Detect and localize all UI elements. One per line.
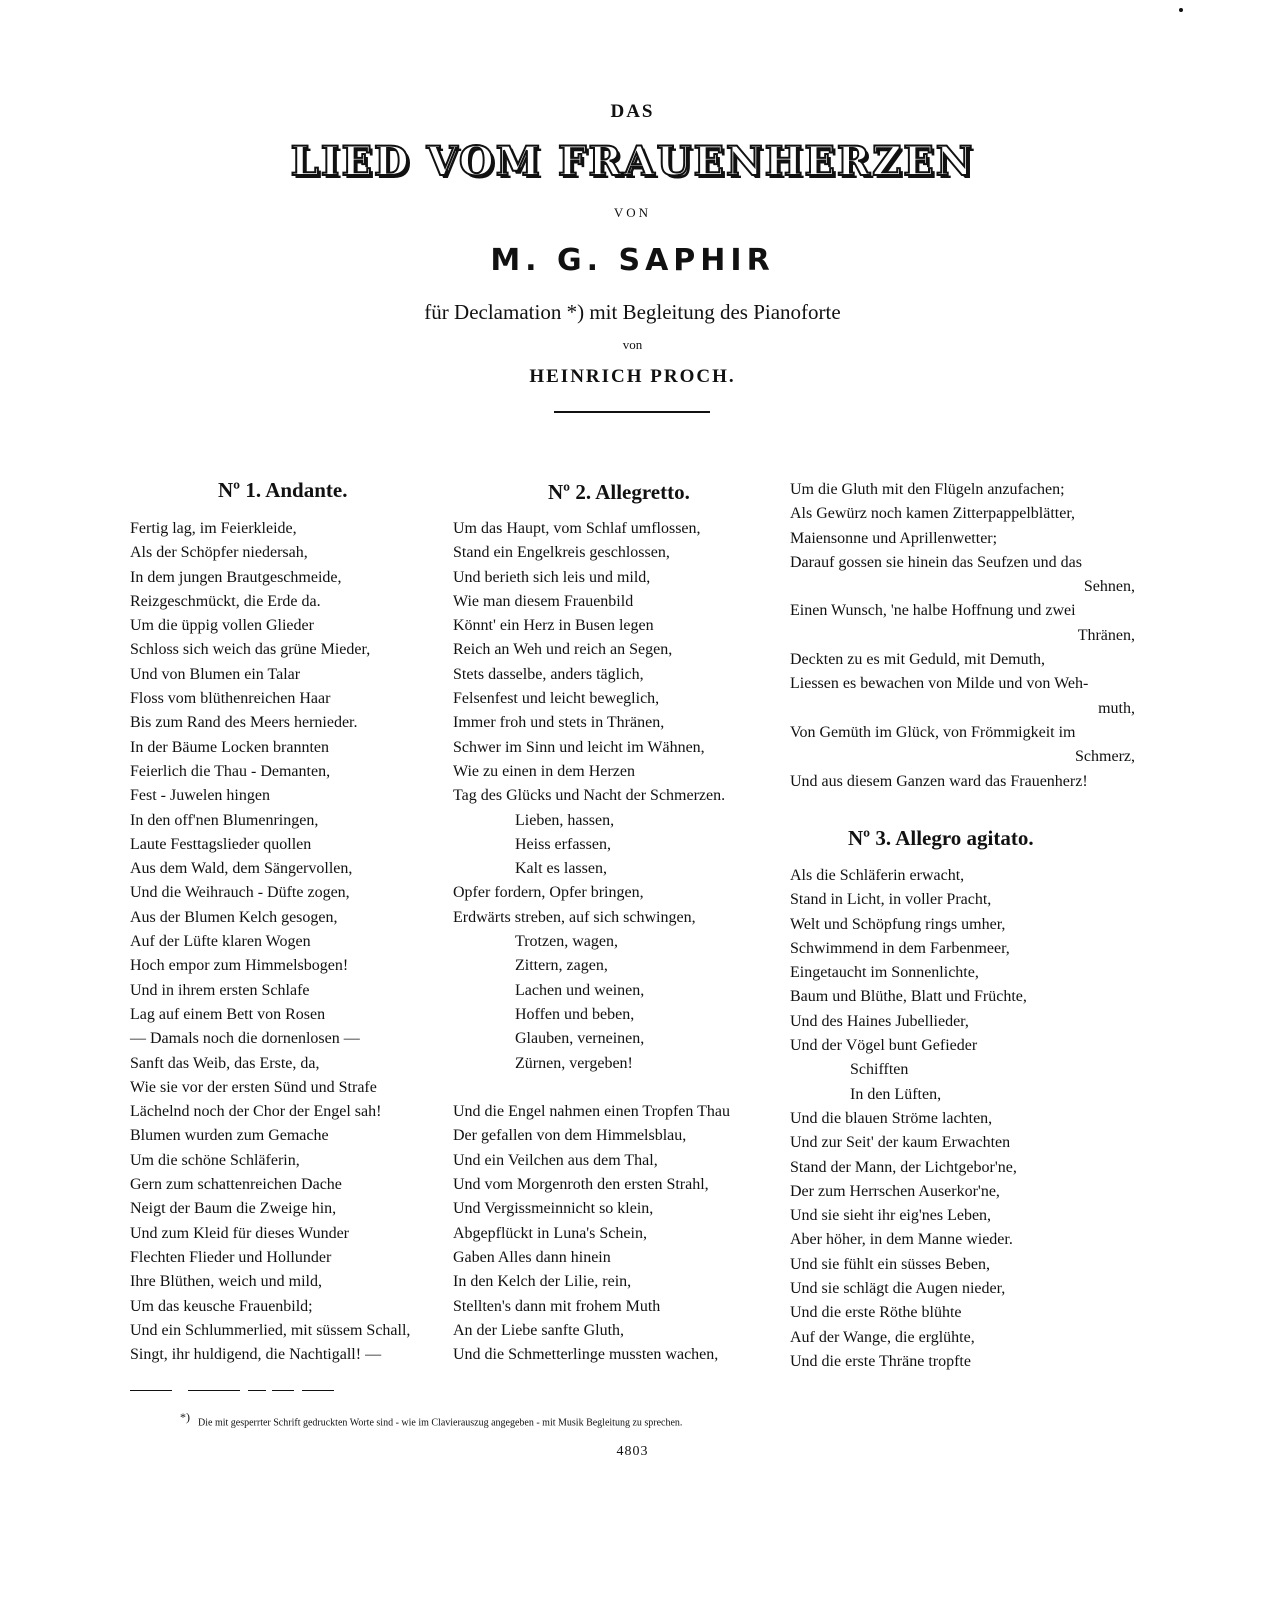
poem-line: Um die schöne Schläferin, [130,1151,300,1169]
poem-line: Blumen wurden zum Gemache [130,1127,329,1145]
title-divider [554,411,710,413]
poem-line: Und der Vögel bunt Gefieder [790,1037,978,1055]
poem-line: Sanft das Weib, das Erste, da, [130,1054,320,1072]
poem-line: Und berieth sich leis und mild, [453,568,651,586]
poem-line: Maiensonne und Aprillenwetter; [790,529,998,547]
poem-line: Neigt der Baum die Zweige hin, [130,1200,337,1218]
poem-line: Und die erste Röthe blühte [790,1304,962,1322]
poem-line: Floss vom blüthenreichen Haar [130,690,331,708]
subtitle: für Declamation *) mit Begleitung des Pianoforte [424,300,841,324]
poem-line: Aber höher, in dem Manne wieder. [790,1231,1013,1249]
section-heading-2: Nº 2. Allegretto. [548,480,690,504]
poem-line: Eingetaucht im Sonnenlichte, [790,964,979,982]
poem-line: Und die blauen Ströme lachten, [790,1109,993,1127]
poem-line: Glauben, verneinen, [515,1030,645,1048]
poem-line: An der Liebe sanfte Gluth, [453,1321,625,1339]
poem-line: Wie man diesem Frauenbild [453,592,634,610]
footnote [180,1410,682,1428]
poem-line: Und aus diesem Ganzen ward das Frauenherz! [790,772,1088,790]
poem-line: Um die üppig vollen Glieder [130,617,314,635]
poem-line: Einen Wunsch, 'ne halbe Hoffnung und zwei [790,602,1076,620]
poem-line: Liessen es bewachen von Milde und von Weh- [790,675,1089,693]
poem-line: Reizgeschmückt, die Erde da. [130,592,321,610]
poem-line: Und sie schlägt die Augen nieder, [790,1280,1006,1298]
poem-line: Und sie fühlt ein süsses Beben, [790,1255,990,1273]
poem-line: In dem jungen Brautgeschmeide, [130,568,342,586]
poem-line: Immer froh und stets in Thränen, [453,714,665,732]
poem-line: Und von Blumen ein Talar [130,665,301,683]
poem-column-3-bottom [790,864,1135,1374]
poem-line: muth, [1098,699,1135,717]
poem-line: Als die Schläferin erwacht, [790,867,965,884]
poem-line: Deckten zu es mit Geduld, mit Demuth, [790,651,1046,669]
poem-line: Der gefallen von dem Himmelsblau, [453,1127,687,1145]
poem-line: Kalt es lassen, [515,860,607,878]
poem-line: Und zum Kleid für dieses Wunder [130,1224,350,1242]
poem-line: Stand in Licht, in voller Pracht, [790,891,992,909]
poem-line: Tag des Glücks und Nacht der Schmerzen. [453,787,726,805]
poem-line: Schwimmend in dem Farbenmeer, [790,939,1010,957]
poem-line: Singt, ihr huldigend, die Nachtigall! — [130,1346,382,1364]
poem-line: Und ein Schlummerlied, mit süssem Schall, [130,1321,411,1339]
poem-line: — Damals noch die dornenlosen — [130,1030,360,1048]
poem-line: Aus dem Wald, dem Sängervollen, [130,860,353,878]
plate-number: 4803 [616,1444,649,1459]
poem-line: Hoffen und beben, [515,1005,635,1023]
poem-line: Welt und Schöpfung rings umher, [790,915,1006,933]
poem-line: Schloss sich weich das grüne Mieder, [130,641,371,659]
poem-line: Um das keusche Frauenbild; [130,1297,313,1315]
title-das: DAS [610,101,655,122]
poem-line: Stellten's dann mit frohem Muth [453,1297,661,1315]
poem-line: Und in ihrem ersten Schlafe [130,981,310,999]
poem-line: Heiss erfassen, [515,835,611,853]
poem-line: Und die erste Thräne tropfte [790,1352,971,1370]
poem-line: Reich an Weh und reich an Segen, [453,641,673,659]
poem-line: Auf der Lüfte klaren Wogen [130,933,311,951]
poem-line: Flechten Flieder und Hollunder [130,1248,332,1266]
poem-line: Als der Schöpfer niedersah, [130,544,308,562]
poem-line: In den off'nen Blumenringen, [130,811,319,829]
von-label-2: von [622,337,643,352]
poem-line: Stand der Mann, der Lichtgebor'ne, [790,1158,1017,1176]
poem-line: In der Bäume Locken brannten [130,738,330,756]
poem-line [453,1076,773,1100]
poem-line: Zittern, zagen, [515,957,608,975]
poem-line: Wie sie vor der ersten Sünd und Strafe [130,1078,377,1096]
poem-column-1 [130,517,430,1367]
footnote-rule [130,1390,350,1394]
poem-line: Fest - Juwelen hingen [130,787,270,805]
poem-line: Opfer fordern, Opfer bringen, [453,884,644,902]
poem-line: Um die Gluth mit den Flügeln anzufachen; [790,481,1065,498]
poem-line: Stets dasselbe, anders täglich, [453,665,644,683]
poem-line: Um das Haupt, vom Schlaf umflossen, [453,520,701,537]
poem-line: Aus der Blumen Kelch gesogen, [130,908,338,926]
von-label: VON [613,205,652,220]
poem-line: Abgepflückt in Luna's Schein, [453,1224,647,1242]
poem-line: Trotzen, wagen, [515,933,618,951]
poem-line: Lächelnd noch der Chor der Engel sah! [130,1103,382,1121]
poem-line: Lag auf einem Bett von Rosen [130,1005,326,1023]
poem-line: Und zur Seit' der kaum Erwachten [790,1134,1011,1152]
poem-line: Felsenfest und leicht beweglich, [453,690,660,708]
poem-line: Gaben Alles dann hinein [453,1248,611,1266]
poem-line: Feierlich die Thau - Demanten, [130,762,331,780]
poem-line: Sehnen, [1083,578,1135,596]
poem-line: Thränen, [1077,626,1135,644]
poem-line: In den Lüften, [850,1085,942,1103]
poem-line: Lieben, hassen, [515,811,615,829]
poem-line: Gern zum schattenreichen Dache [130,1176,342,1194]
main-title: LIED VOM FRAUENHERZEN [290,138,975,185]
poem-line: Erdwärts streben, auf sich schwingen, [453,908,696,926]
poem-line: Und die Weihrauch - Düfte zogen, [130,884,350,902]
poem-line: Stand ein Engelkreis geschlossen, [453,544,670,562]
section-heading-3: Nº 3. Allegro agitato. [848,826,1034,850]
author-name: M. G. SAPHIR [490,243,775,278]
poem-line: Als Gewürz noch kamen Zitterpappelblätter, [790,505,1076,523]
poem-line: Baum und Blüthe, Blatt und Früchte, [790,988,1027,1006]
poem-line: Und sie sieht ihr eig'nes Leben, [790,1207,992,1225]
section-heading-1: Nº 1. Andante. [218,478,348,502]
poem-line: Lachen und weinen, [515,981,645,999]
poem-line: Schifften [850,1061,909,1079]
poem-line: Und die Schmetterlinge mussten wachen, [453,1346,719,1364]
poem-line: Wie zu einen in dem Herzen [453,762,635,780]
poem-line: Der zum Herrschen Auserkor'ne, [790,1182,1000,1200]
poem-line: Fertig lag, im Feierkleide, [130,520,297,537]
poem-line: Von Gemüth im Glück, von Frömmigkeit im [790,723,1076,741]
poem-column-2 [453,517,773,1367]
poem-line: Zürnen, vergeben! [515,1054,633,1072]
poem-line: Könnt' ein Herz in Busen legen [453,617,654,635]
poem-line: Ihre Blüthen, weich und mild, [130,1273,322,1291]
poem-line: Und vom Morgenroth den ersten Strahl, [453,1176,709,1194]
speck [1179,8,1183,12]
poem-line: Auf der Wange, die erglühte, [790,1328,975,1346]
footnote-mark: *) [180,1410,190,1424]
footnote-text: Die mit gesperrter Schrift gedruckten Worte sind - wie im Clavierauszug angegeben - mit Musik Begleitung zu sprechen. [198,1417,683,1429]
poem-line: In den Kelch der Lilie, rein, [453,1273,632,1291]
poem-line: Und die Engel nahmen einen Tropfen Thau [453,1103,730,1121]
poem-line: Schwer im Sinn und leicht im Wähnen, [453,738,705,756]
poem-line: Und des Haines Jubellieder, [790,1012,969,1030]
poem-line: Und Vergissmeinnicht so klein, [453,1200,654,1218]
poem-line: Und ein Veilchen aus dem Thal, [453,1151,658,1169]
poem-line: Schmerz, [1075,748,1135,766]
poem-line: Hoch empor zum Himmelsbogen! [130,957,349,975]
composer-name: HEINRICH PROCH. [529,366,736,387]
poem-line: Bis zum Rand des Meers hernieder. [130,714,358,732]
poem-line: Laute Festtagslieder quollen [130,835,312,853]
poem-column-3-top [790,478,1135,794]
poem-line: Darauf gossen sie hinein das Seufzen und das [790,553,1082,571]
